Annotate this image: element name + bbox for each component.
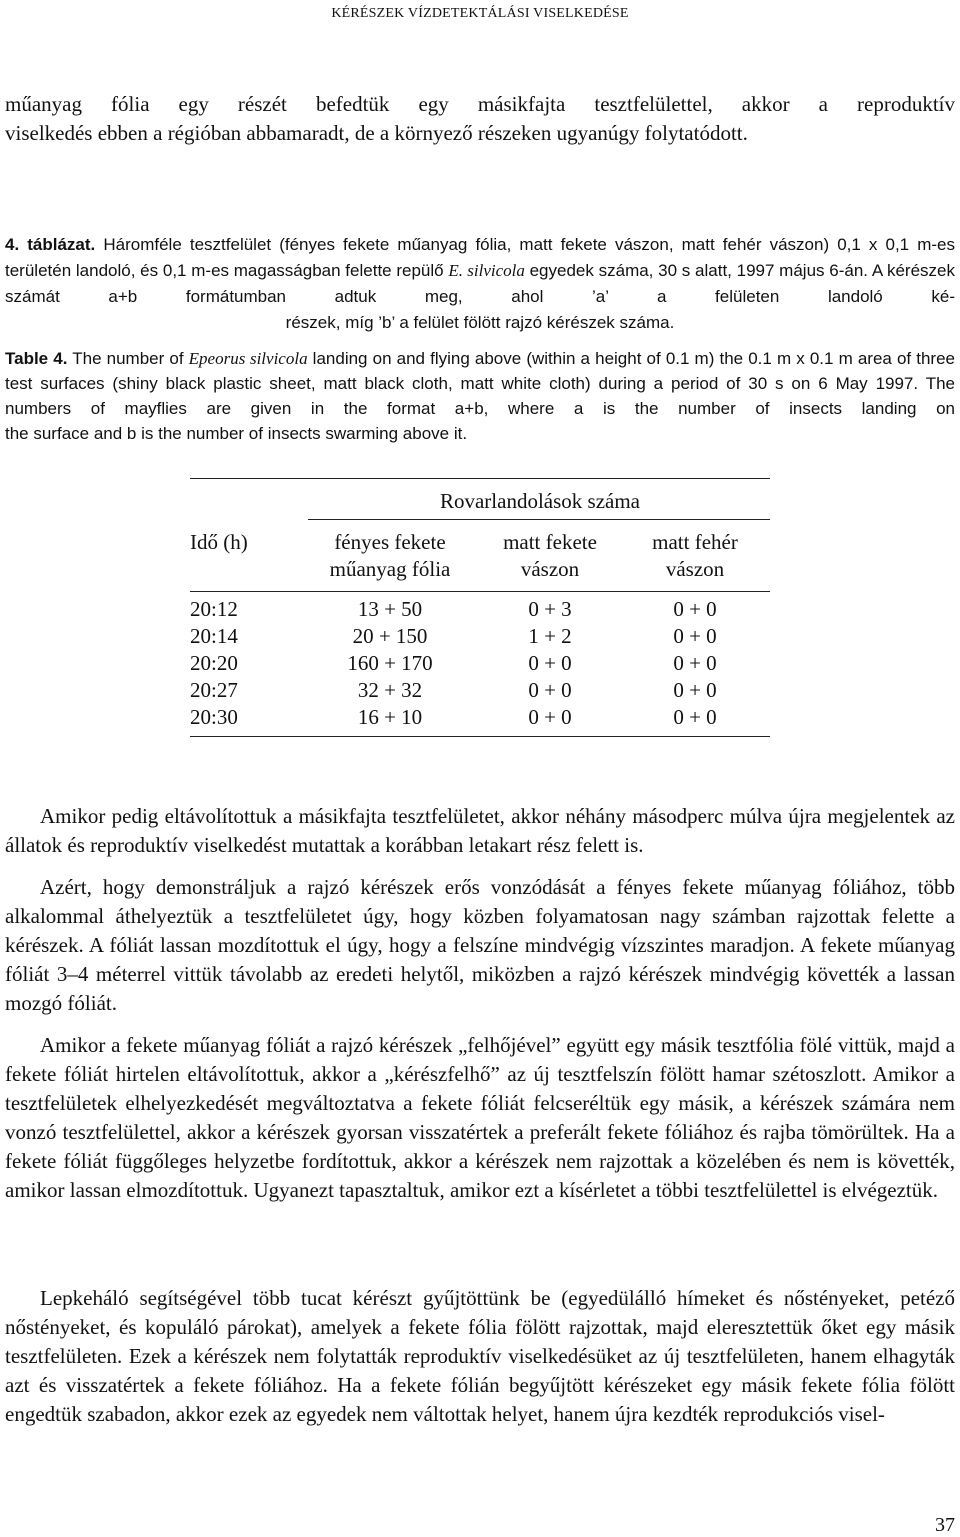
page-number: 37 xyxy=(935,1514,955,1536)
intro-paragraph xyxy=(5,90,955,148)
body-paragraph-1: Amikor pedig eltávolítottuk a másikfajta tesztfelületet, akkor néhány másodperc múlva újra megjelentek az állatok és reproduktív viselkedést mutattak a korábban letakart rész felett is. xyxy=(5,804,955,857)
col-header-2-line1: matt fekete xyxy=(503,530,597,554)
row-2-c2: 1 + 2 xyxy=(528,624,572,648)
row-1-c3: 0 + 0 xyxy=(673,597,717,621)
col-header-time: Idő (h) xyxy=(190,530,248,554)
caption-en-body xyxy=(5,346,955,421)
row-5-c2: 0 + 0 xyxy=(528,705,572,729)
body-paragraph-2: Azért, hogy demonstráljuk a rajzó kérészek erős vonzódását a fényes fekete műanyag fóliához, több alkalommal áthelyeztük a tesztfelületet úgy, hogy közben folyamatosan nagy számban rajzottak felette a kérészek. A fóliát lassan mozdítottuk el úgy, hogy a felszíne mindvégig vízszintes maradjon. A fekete műanyag fóliát 3–4 méterrel vittük távolabb az eredeti helytől, miközben a rajzó kérészek mindvégig követték a lassan mozgó fóliát. xyxy=(5,875,955,1015)
caption-hu-text2: egyedek száma, 30 s alatt, 1997 május 6-án. A kérészek számát a+b formátumban adtuk meg, ahol ’a’ a felületen landoló ké- xyxy=(5,261,955,306)
intro-line-1: műanyag fólia egy részét befedtük egy másikfajta tesztfelülettel, akkor a reproduktív xyxy=(5,92,955,116)
row-2-time: 20:14 xyxy=(190,624,238,648)
body-paragraph-3: Amikor a fekete műanyag fóliát a rajzó kérészek „felhőjével” együtt egy másik tesztfólia fölé vittük, majd a fekete fóliát hirtelen eltávolítottuk, akkor a „kérészfelhő” az új tesztfelszín fölött hamar szétoszlott. Amikor a tesztfelületek elhelyezkedését megváltoztatva a fekete fóliát felcseréltük egy másik, a kérészek számára nem vonzó tesztfelülettel, akkor a kérészek gyorsan visszatértek a preferált fekete fóliához és rajba tömörültek. Ha a fekete fóliát függőleges helyzetbe fordítottuk, akkor a kérészek nem rajzottak a közelében és nem is követték, amikor lassan elmozdítottuk. Ugyanezt tapasztaltuk, amikor ezt a kísérletet a többi tesztfelülettel is elvégeztük. xyxy=(5,1033,955,1202)
row-4-time: 20:27 xyxy=(190,678,238,702)
running-header: KÉRÉSZEK VÍZDETEKTÁLÁSI VISELKEDÉSE xyxy=(331,6,629,21)
caption-en-last-line: the surface and b is the number of insects swarming above it. xyxy=(5,424,468,443)
table-group-header: Rovarlandolások száma xyxy=(439,489,641,513)
col-header-2-line2: vászon xyxy=(520,557,580,581)
intro-line-2: viselkedés ebben a régióban abbamaradt, de a környező részeken ugyanúgy folytatódott. xyxy=(5,121,748,145)
table-caption-english xyxy=(5,346,955,446)
row-4-c2: 0 + 0 xyxy=(528,678,572,702)
table-bottom-rule xyxy=(190,736,770,737)
table-group-rule xyxy=(308,519,770,520)
caption-hu-last-line: részek, míg ’b’ a felület fölött rajzó kérészek száma. xyxy=(285,313,675,332)
table-caption-hungarian xyxy=(5,232,955,336)
row-3-c1: 160 + 170 xyxy=(347,651,433,675)
row-5-time: 20:30 xyxy=(190,705,238,729)
caption-en-species: Epeorus silvicola xyxy=(188,349,308,368)
caption-hu-species: E. silvicola xyxy=(448,261,525,280)
row-2-c3: 0 + 0 xyxy=(673,624,717,648)
row-2-c1: 20 + 150 xyxy=(352,624,428,648)
row-1-c2: 0 + 3 xyxy=(528,597,572,621)
col-header-1-line1: fényes fekete xyxy=(334,530,446,554)
col-header-1-line2: műanyag fólia xyxy=(329,557,451,581)
row-1-time: 20:12 xyxy=(190,597,238,621)
row-3-c3: 0 + 0 xyxy=(673,651,717,675)
row-4-c3: 0 + 0 xyxy=(673,678,717,702)
caption-en-text2: landing on and flying above (within a height of 0.1 m) the 0.1 m x 0.1 m area of three test surfaces (shiny black plastic sheet, matt black cloth, matt white cloth) during a period of 30 s on 6 May 1997. The numbers of mayflies are given in the format a+b, where a is the number of insects landing on xyxy=(5,349,956,418)
row-5-c1: 16 + 10 xyxy=(357,705,423,729)
caption-en-label: Table 4. xyxy=(5,349,68,368)
row-1-c1: 13 + 50 xyxy=(357,597,423,621)
row-3-time: 20:20 xyxy=(190,651,238,675)
col-header-3-line2: vászon xyxy=(665,557,725,581)
caption-en-text1: The number of xyxy=(67,349,189,368)
body-paragraph-4: Lepkeháló segítségével több tucat kérészt gyűjtöttünk be (egyedülálló hímeket és nőstényeket, petéző nőstényeket, és kopuláló párokat), amelyek a fekete fólia fölött rajzottak, majd eleresztettük őket egy másik tesztfelületen. Ezek a kérészek nem folytatták reproduktív viselkedésüket az új tesztfelületen, hanem elhagyták azt és visszatértek a fekete fóliához. Ha a fekete fólián begyűjtött kérészeket egy másik fekete fólia fölött engedtük szabadon, akkor ezek az egyedek nem váltottak helyet, hanem újra kezdték reprodukciós visel- xyxy=(5,1286,955,1426)
table-header-rule xyxy=(190,591,770,592)
row-5-c3: 0 + 0 xyxy=(673,705,717,729)
caption-hu-label: 4. táblázat. xyxy=(5,235,96,254)
col-header-3-line1: matt fehér xyxy=(652,530,738,554)
caption-hu-body xyxy=(5,232,955,310)
table-top-rule xyxy=(190,478,770,479)
row-3-c2: 0 + 0 xyxy=(528,651,572,675)
row-4-c1: 32 + 32 xyxy=(357,678,423,702)
caption-hu-text1: Háromféle tesztfelület (fényes fekete műanyag fólia, matt fekete vászon, matt fehér vászon) 0,1 x 0,1 m-es területén landoló, és 0,1 m-es magasságban felette repülő xyxy=(5,235,955,280)
